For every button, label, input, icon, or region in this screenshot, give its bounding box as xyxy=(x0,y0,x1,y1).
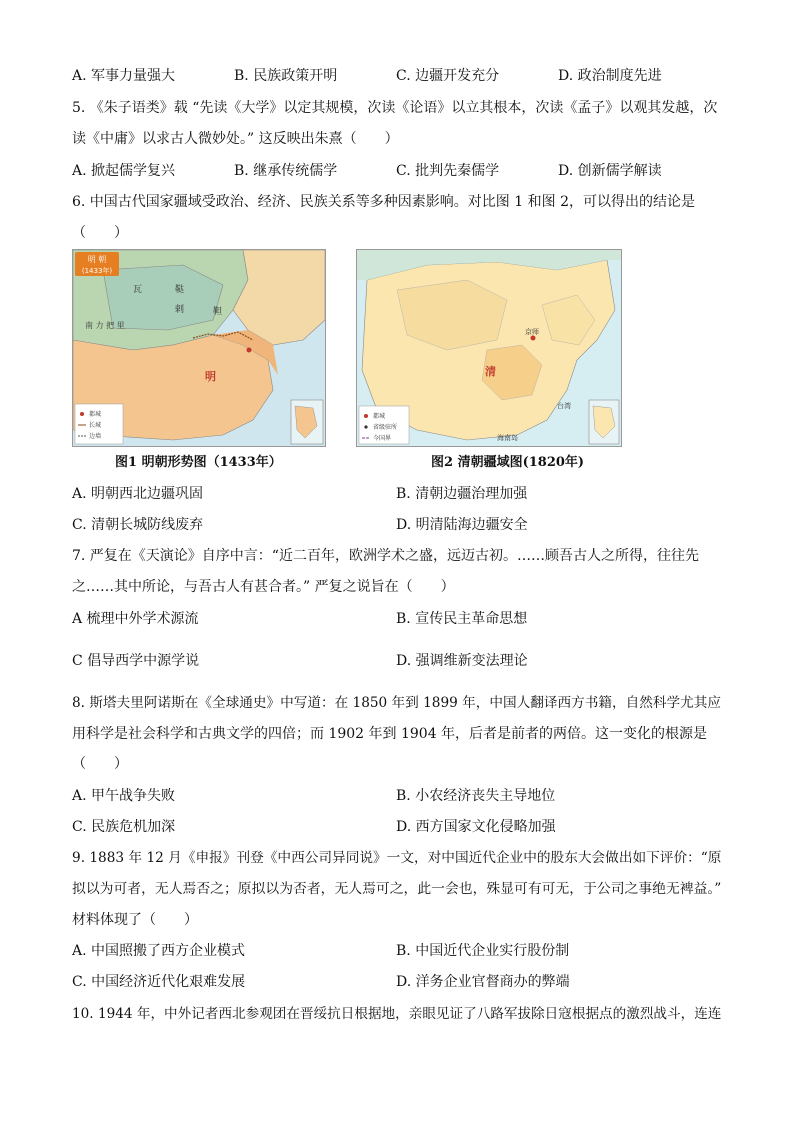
q6-option-b: B. 清朝边疆治理加强 xyxy=(396,486,528,502)
q9-option-d: D. 洋务企业官督商办的弊端 xyxy=(396,974,570,990)
ming-capital-marker xyxy=(247,348,252,353)
ming-map-figure xyxy=(72,249,326,447)
q5-option-a: A. 掀起儒学复兴 xyxy=(72,163,176,179)
ming-map-label-wa: 瓦 xyxy=(133,285,143,295)
ming-legend-border: 边墙 xyxy=(89,433,102,440)
q4-option-b: B. 民族政策开明 xyxy=(234,68,338,84)
q6-option-a: A. 明朝西北边疆巩固 xyxy=(72,486,204,502)
q4-option-a: A. 军事力量强大 xyxy=(72,68,176,84)
q9-stem-line2: 拟以为可者，无人焉否之；原拟以为否者，无人焉可之，此一会也，殊显可有可无，于公司之事绝无裨益。” xyxy=(72,881,722,897)
q8-option-a: A. 甲午战争失败 xyxy=(72,788,176,804)
qing-map-label-hainan: 海南岛 xyxy=(497,434,518,442)
q6-option-c: C. 清朝长城防线废弃 xyxy=(72,517,204,533)
q7-option-c: C 倡导西学中源学说 xyxy=(72,653,200,669)
q9-stem-line3: 材料体现了（ ） xyxy=(72,912,198,928)
fig1-caption: 图1 明朝形势图（1433年） xyxy=(115,455,282,470)
q8-stem-line3: （ ） xyxy=(72,756,128,772)
q5-option-c: C. 批判先秦儒学 xyxy=(396,163,500,179)
q6-stem-line2: （ ） xyxy=(72,225,128,241)
q4-option-c: C. 边疆开发充分 xyxy=(396,68,500,84)
fig2-caption: 图2 清朝疆域图(1820年) xyxy=(431,455,585,470)
q10-stem-line1: 10. 1944 年，中外记者西北参观团在晋绥抗日根据地，亲眼见证了八路军拔除日寇根据点的激烈战斗，连连 xyxy=(72,1006,722,1022)
ming-legend-wall: 长城 xyxy=(89,422,102,429)
ming-map-label-la: 剌 xyxy=(175,305,185,315)
q8-option-b: B. 小农经济丧失主导地位 xyxy=(396,788,556,804)
qing-map-svg xyxy=(357,250,621,446)
qing-map-label-capital: 京师 xyxy=(525,328,539,336)
ming-map-badge-title: 明 朝 xyxy=(87,255,107,264)
qing-legend-border: 今国界 xyxy=(373,435,392,442)
ming-map-badge-year: (1433年) xyxy=(81,267,113,275)
qing-map-figure xyxy=(356,249,622,447)
q8-option-d: D. 西方国家文化侵略加强 xyxy=(396,819,556,835)
q7-stem-line1: 7. 严复在《天演论》自序中言：“近二百年，欧洲学术之盛，远迈古初。……顾吾古人之所得，往往先 xyxy=(72,548,699,564)
q7-option-b: B. 宣传民主革命思想 xyxy=(396,611,528,627)
qing-legend-capital: 都城 xyxy=(373,413,386,420)
qing-map-label-qing: 清 xyxy=(485,365,496,378)
ming-map-svg xyxy=(73,250,325,446)
qing-capital-marker xyxy=(531,336,536,341)
q9-option-b: B. 中国近代企业实行股份制 xyxy=(396,943,570,959)
q7-stem-line2: 之……其中所论，与吾古人有甚合者。” 严复之说旨在（ ） xyxy=(72,579,455,595)
q6-stem-line1: 6. 中国古代国家疆域受政治、经济、民族关系等多种因素影响。对比图 1 和图 2，可以得出的结论是 xyxy=(72,194,695,210)
q7-option-d: D. 强调维新变法理论 xyxy=(396,653,528,669)
q5-stem-line1: 5. 《朱子语类》载 “先读《大学》以定其规模，次读《论语》以立其根本，次读《孟子》以观其发越，次 xyxy=(72,100,718,116)
q6-option-d: D. 明清陆海边疆安全 xyxy=(396,517,528,533)
q9-option-c: C. 中国经济近代化艰难发展 xyxy=(72,974,246,990)
q8-stem-line2: 用科学是社会科学和古典文学的四倍；而 1902 年到 1904 年，后者是前者的两倍。这一变化的根源是 xyxy=(72,726,708,742)
ming-map-label-south: 南 力 把 里 xyxy=(85,321,125,330)
q7-option-a: A 梳理中外学术源流 xyxy=(72,611,199,627)
q5-option-d: D. 创新儒学解读 xyxy=(558,163,662,179)
ming-map-label-da: 鞑 xyxy=(175,285,185,295)
q8-option-c: C. 民族危机加深 xyxy=(72,819,176,835)
q8-stem-line1: 8. 斯塔夫里阿诺斯在《全球通史》中写道：在 1850 年到 1899 年，中国人翻译西方书籍，自然科学尤其应 xyxy=(72,695,722,711)
ming-map-label-dan: 靼 xyxy=(213,307,223,317)
qing-legend-province: 省级驻所 xyxy=(373,424,398,431)
q5-stem-line2: 读《中庸》以求古人微妙处。” 这反映出朱熹（ ） xyxy=(72,131,399,147)
q9-option-a: A. 中国照搬了西方企业模式 xyxy=(72,943,246,959)
q4-option-d: D. 政治制度先进 xyxy=(558,68,662,84)
q5-option-b: B. 继承传统儒学 xyxy=(234,163,338,179)
q9-stem-line1: 9. 1883 年 12 月《申报》刊登《中西公司异同说》一文，对中国近代企业中的股东大会做出如下评价：“原 xyxy=(72,850,722,866)
qing-map-label-taiwan: 台湾 xyxy=(557,402,571,410)
ming-legend-capital: 都城 xyxy=(89,411,102,418)
ming-map-label-ming: 明 xyxy=(205,370,216,383)
